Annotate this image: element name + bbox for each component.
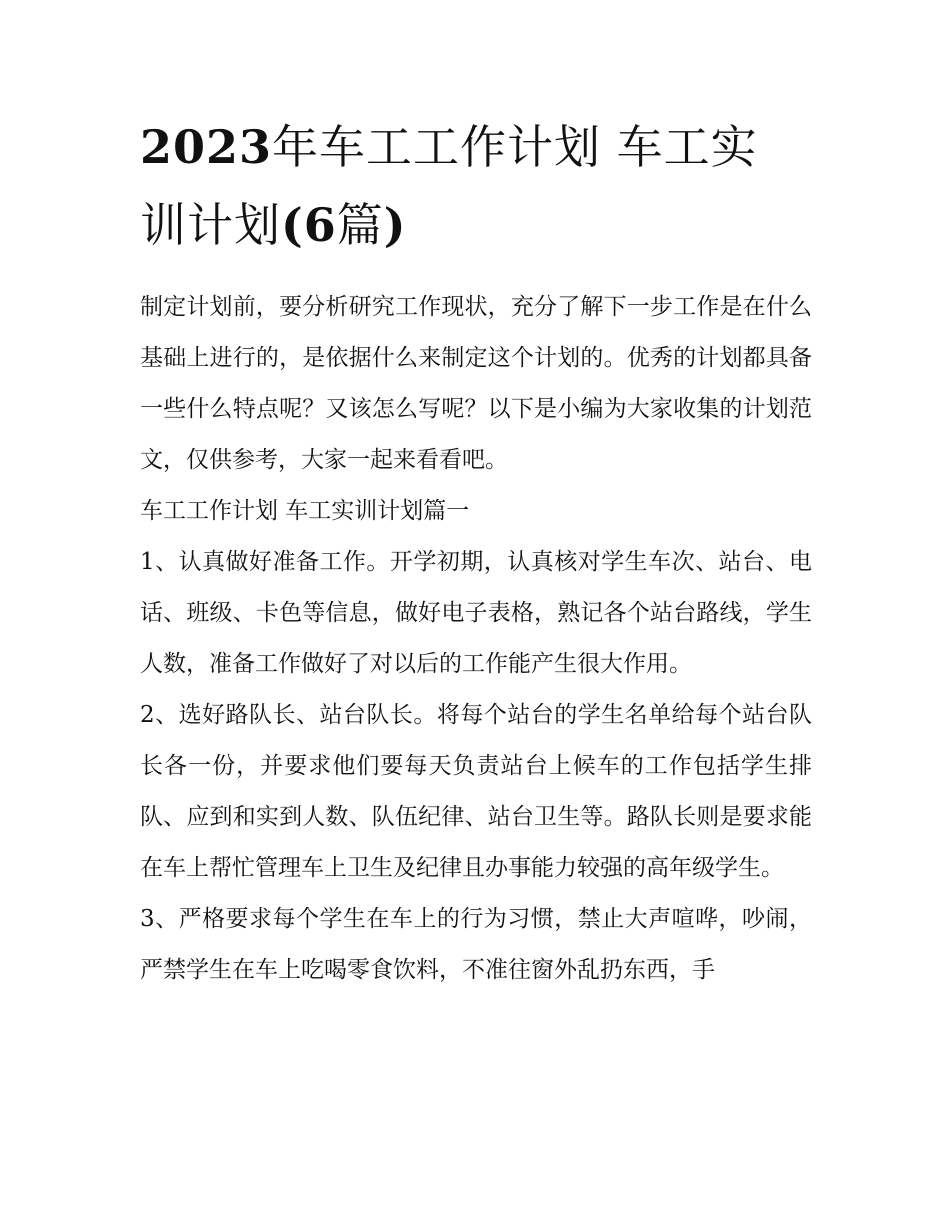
section-heading: 车工工作计划 车工实训计划篇一 — [140, 498, 470, 524]
title-line1-text: 年车工工作计划 车工实 — [272, 120, 758, 174]
title-line2-text-b: 篇 — [336, 198, 384, 252]
title-year: 2023 — [140, 120, 273, 174]
document-content — [140, 108, 812, 996]
intro-paragraph: 制定计划前，要分析研究工作现状，充分了解下一步工作是在什么基础上进行的，是依据什么来制定这个计划的。优秀的计划都具备一些什么特点呢？又该怎么写呢？以下是小编为大家收集的计划范文，仅供参考，大家一起来看看吧。 — [140, 294, 812, 473]
title-count-num: (6 — [281, 198, 337, 252]
document-title — [140, 108, 812, 264]
document-body — [140, 282, 812, 996]
body-paragraph: 2、选好路队长、站台队长。将每个站台的学生名单给每个站台队长各一份，并要求他们要每天负责站台上候车的工作包括学生排队、应到和实到人数、队伍纪律、站台卫生等。路队长则是要求能在车上帮忙管理车上卫生及纪律且办事能力较强的高年级学生。 — [140, 702, 812, 881]
title-line2-close: ) — [383, 198, 407, 252]
body-paragraph: 1、认真做好准备工作。开学初期，认真核对学生车次、站台、电话、班级、卡色等信息，做好电子表格，熟记各个站台路线，学生人数，准备工作做好了对以后的工作能产生很大作用。 — [140, 549, 812, 677]
body-paragraph: 3、严格要求每个学生在车上的行为习惯，禁止大声喧哗，吵闹，严禁学生在车上吃喝零食饮料，不准往窗外乱扔东西，手 — [140, 906, 812, 983]
title-line2-text-a: 训计划 — [140, 198, 281, 252]
